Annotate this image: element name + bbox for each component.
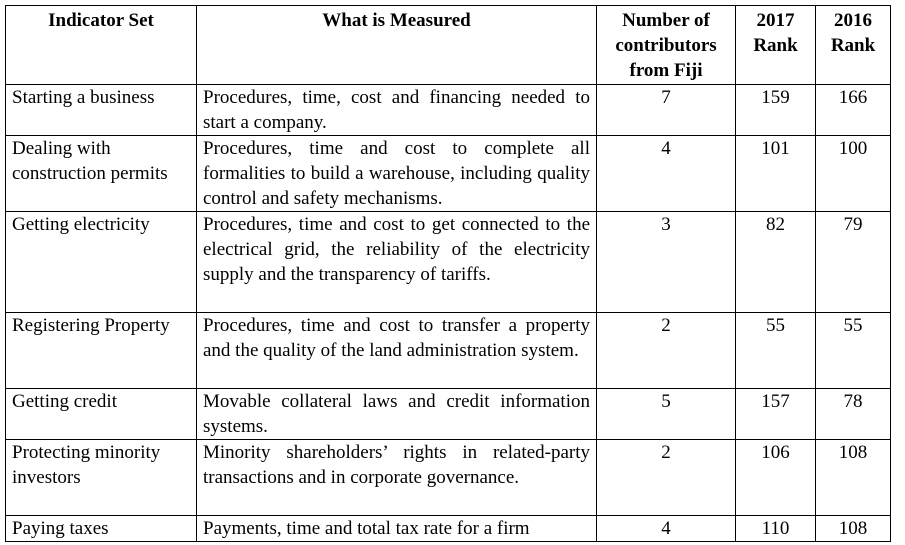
cell-rank-2017: 157 [736,389,816,440]
cell-rank-2016: 79 [816,212,891,313]
cell-contributors: 2 [597,440,736,516]
table-row [6,440,891,516]
cell-measured: Procedures, time, cost and financing needed to start a company. [197,85,597,136]
header-contributors: Number of contributors from Fiji [597,6,736,85]
table-row [6,85,891,136]
cell-rank-2016: 166 [816,85,891,136]
cell-contributors: 3 [597,212,736,313]
header-indicator: Indicator Set [6,6,197,85]
table-row [6,136,891,212]
cell-indicator: Getting credit [6,389,197,440]
cell-measured: Procedures, time and cost to get connected to the electrical grid, the reliability of the electricity supply and the transparency of tariffs. [197,212,597,313]
cell-rank-2017: 106 [736,440,816,516]
cell-contributors: 2 [597,313,736,389]
cell-indicator: Dealing with construction permits [6,136,197,212]
table-row [6,212,891,313]
cell-rank-2016: 100 [816,136,891,212]
cell-rank-2016: 108 [816,516,891,542]
cell-indicator: Getting electricity [6,212,197,313]
cell-rank-2017: 101 [736,136,816,212]
cell-measured: Payments, time and total tax rate for a firm [197,516,597,542]
cell-rank-2017: 82 [736,212,816,313]
cell-indicator: Paying taxes [6,516,197,542]
cell-measured: Procedures, time and cost to transfer a property and the quality of the land administration system. [197,313,597,389]
cell-rank-2017: 110 [736,516,816,542]
cell-measured: Movable collateral laws and credit information systems. [197,389,597,440]
cell-rank-2017: 159 [736,85,816,136]
cell-measured: Procedures, time and cost to complete all formalities to build a warehouse, including quality control and safety mechanisms. [197,136,597,212]
cell-rank-2016: 78 [816,389,891,440]
cell-rank-2016: 108 [816,440,891,516]
table-row [6,313,891,389]
header-rank-2016: 2016 Rank [816,6,891,85]
cell-rank-2016: 55 [816,313,891,389]
table-body [6,85,891,542]
header-row [6,6,891,85]
header-rank-2017: 2017 Rank [736,6,816,85]
cell-indicator: Starting a business [6,85,197,136]
cell-indicator: Registering Property [6,313,197,389]
table-row [6,389,891,440]
cell-contributors: 5 [597,389,736,440]
cell-contributors: 4 [597,136,736,212]
table-row [6,516,891,542]
cell-contributors: 7 [597,85,736,136]
table-header [6,6,891,85]
cell-indicator: Protecting minority investors [6,440,197,516]
cell-rank-2017: 55 [736,313,816,389]
cell-measured: Minority shareholders’ rights in related-party transactions and in corporate governance. [197,440,597,516]
header-measured: What is Measured [197,6,597,85]
indicator-table [5,5,891,542]
cell-contributors: 4 [597,516,736,542]
